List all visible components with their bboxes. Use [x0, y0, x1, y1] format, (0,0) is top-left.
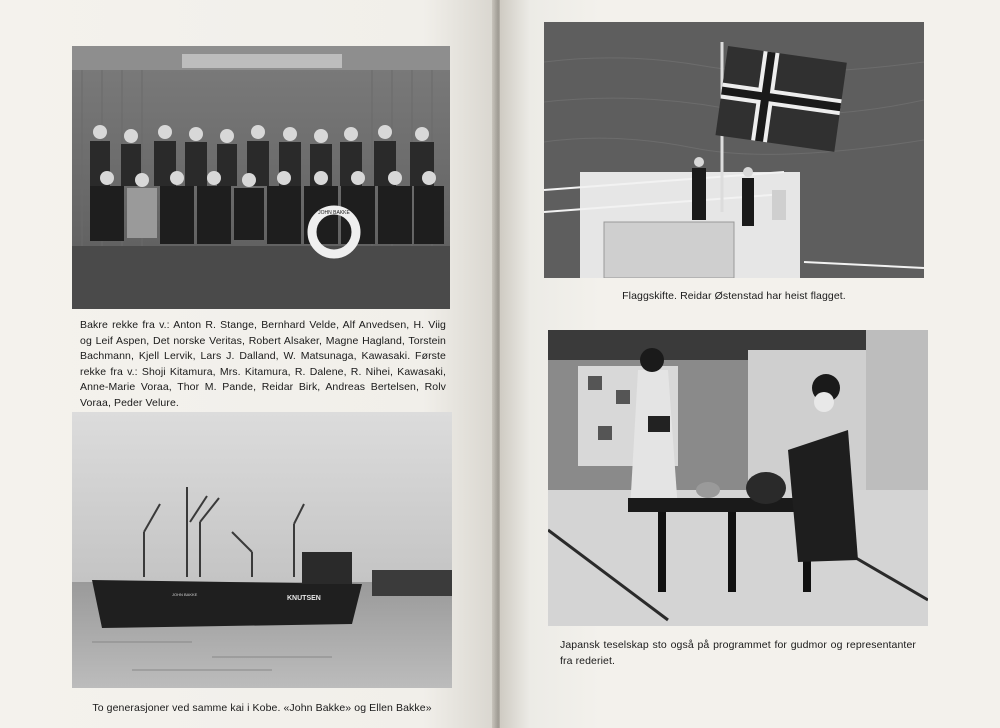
ship-hull-text: KNUTSEN: [287, 595, 321, 602]
flag-caption: Flaggskifte. Reidar Østenstad har heist flagget.: [622, 290, 846, 302]
ship-caption: To generasjoner ved samme kai i Kobe. «John Bakke» og Ellen Bakke»: [92, 702, 432, 714]
lifebuoy-text: JOHN BAKKE: [318, 210, 350, 216]
tea-ceremony-photo: [548, 330, 928, 626]
group-photo: [72, 46, 450, 309]
group-caption: Bakre rekke fra v.: Anton R. Stange, Bernhard Velde, Alf Anvedsen, H. Viig og Leif Aspen, Det norske Veritas, Robert Alsaker, Magne Hagland, Torstein Bachmann, Kjell Lervik, Lars J. Dalland, W. Matsunaga, Kawasaki. Første rekke fra v.: Shoji Kitamura, Mrs. Kitamura, R. Dalene, R. Nihei, Kawasaki, Anne-Marie Voraa, Thor M. Pande, Reidar Birk, Andreas Bertelsen, Rolv Voraa, Peder Velure.: [80, 319, 446, 409]
ship-photo: [72, 412, 452, 688]
tea-photo-image: [548, 330, 928, 626]
flag-photo-image: [544, 22, 924, 278]
flag-photo: [544, 22, 924, 278]
tea-caption: Japansk teselskap sto også på programmet for gudmor og representanter fra rederiet.: [560, 639, 916, 667]
ship-photo-image: [72, 412, 452, 688]
left-page: [0, 0, 498, 728]
ship-name-text: JOHN BAKKE: [172, 592, 198, 597]
group-photo-image: [72, 46, 450, 309]
right-page: [500, 0, 1000, 728]
